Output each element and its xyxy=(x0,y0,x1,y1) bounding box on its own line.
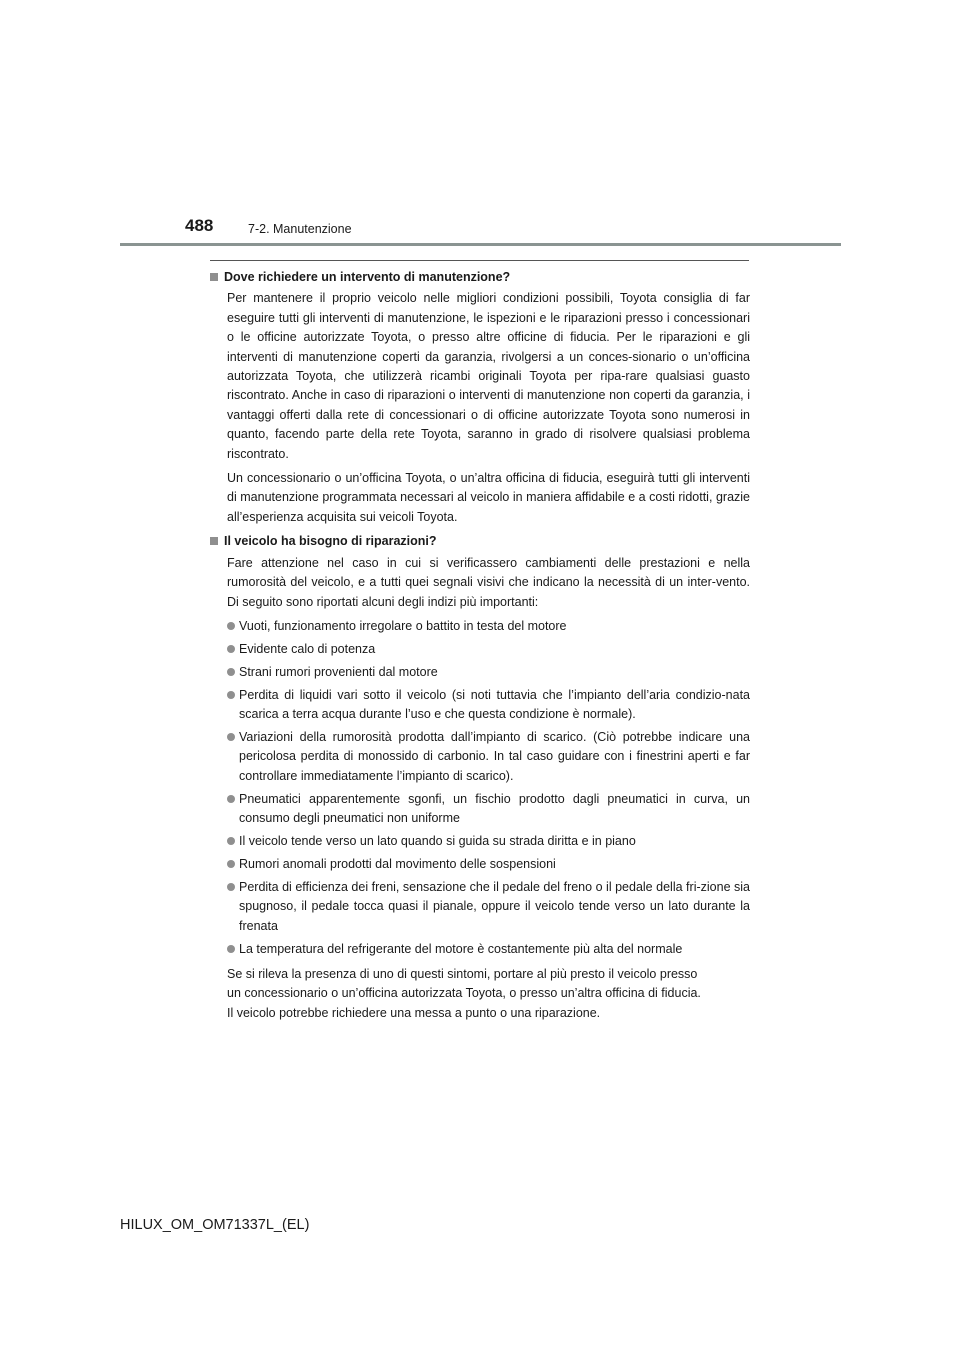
circle-bullet-icon xyxy=(227,860,235,868)
circle-bullet-icon xyxy=(227,883,235,891)
list-item xyxy=(227,663,750,682)
square-bullet-icon xyxy=(210,273,218,281)
closing-paragraph xyxy=(227,965,750,1023)
paragraph: Fare attenzione nel caso in cui si verificassero cambiamenti delle prestazioni e nella rumorosità del veicolo, e a tutti quei segnali visivi che indicano la necessità di un inter-vento. Di seguito sono riportati alcuni degli indizi più importanti: xyxy=(227,555,750,609)
list-item-text: Il veicolo tende verso un lato quando si guida su strada diritta e in piano xyxy=(239,833,636,848)
list-item xyxy=(227,855,750,874)
circle-bullet-icon xyxy=(227,795,235,803)
content-rule xyxy=(210,260,749,261)
closing-line: un concessionario o un’officina autorizzata Toyota, o presso un’altra officina di fiducia. xyxy=(227,986,701,1001)
list-item-text: La temperatura del refrigerante del motore è costantemente più alta del normale xyxy=(239,941,683,956)
section-heading-repairs xyxy=(210,532,750,551)
list-item xyxy=(227,940,750,959)
list-item xyxy=(227,790,750,829)
circle-bullet-icon xyxy=(227,837,235,845)
closing-line: Il veicolo potrebbe richiedere una messa a punto o una riparazione. xyxy=(227,1005,601,1020)
heading-text: Il veicolo ha bisogno di riparazioni? xyxy=(224,534,437,549)
list-item-text: Variazioni della rumorosità prodotta dall’impianto di scarico. (Ciò potrebbe indicare una pericolosa perdita di monossido di carbonio. In tal caso guidare con i finestrini aperti e far controllare immediatamente l’impianto di scarico). xyxy=(239,729,750,783)
paragraph: Per mantenere il proprio veicolo nelle migliori condizioni possibili, Toyota consiglia di far eseguire tutti gli interventi di manutenzione, le ispezioni e le riparazioni presso i concessionari o le officine autorizzate Toyota, o presso altre officine di fiducia. Per le riparazioni e gli interventi di manutenzione coperti da garanzia, rivolgersi a un conces-sionario o un’officina autorizzata Toyota, che utilizzerà ricambi originali Toyota per ripa-rare qualsiasi guasto riscontrato. Anche in caso di riparazioni o interventi di manutenzione non coperti da garanzia, i vantaggi offerti dalla rete di concessionari o di officine autorizzate Toyota sono numerosi in quanto, facendo parte della rete Toyota, saranno in grado di risolvere qualsiasi problema riscontrato. xyxy=(227,291,750,461)
section-heading-maintenance xyxy=(210,268,750,287)
circle-bullet-icon xyxy=(227,945,235,953)
page-number: 488 xyxy=(185,216,214,235)
circle-bullet-icon xyxy=(227,668,235,676)
list-item-text: Evidente calo di potenza xyxy=(239,641,376,656)
list-item xyxy=(227,832,750,851)
list-item-text: Perdita di efficienza dei freni, sensazione che il pedale del freno o il pedale della fri-zione sia spugnoso, il pedale tocca quasi il pianale, oppure il veicolo tende verso un lato durante la frenata xyxy=(239,879,750,933)
circle-bullet-icon xyxy=(227,645,235,653)
list-item xyxy=(227,617,750,636)
list-item-text: Perdita di liquidi vari sotto il veicolo (si noti tuttavia che l’impianto dell’aria condizio-nata scarica a terra acqua durante l’uso e che questa condizione è normale). xyxy=(239,687,750,722)
circle-bullet-icon xyxy=(227,691,235,699)
page-content xyxy=(210,268,750,1023)
list-item xyxy=(227,686,750,725)
paragraph: Un concessionario o un’officina Toyota, o un’altra officina di fiducia, eseguirà tutti gli interventi di manutenzione programmata necessari al veicolo in maniera affidabile e a costi ridotti, grazie all’esperienza acquisita sui veicoli Toyota. xyxy=(227,471,750,524)
circle-bullet-icon xyxy=(227,622,235,630)
symptom-list xyxy=(227,617,750,959)
heading-text: Dove richiedere un intervento di manutenzione? xyxy=(224,270,511,284)
list-item-text: Rumori anomali prodotti dal movimento delle sospensioni xyxy=(239,856,556,871)
list-item xyxy=(227,640,750,659)
list-item-text: Vuoti, funzionamento irregolare o battito in testa del motore xyxy=(239,618,567,633)
list-item-text: Strani rumori provenienti dal motore xyxy=(239,664,438,679)
closing-line: Se si rileva la presenza di uno di questi sintomi, portare al più presto il veicolo presso xyxy=(227,966,698,981)
document-code: HILUX_OM_OM71337L_(EL) xyxy=(120,1217,310,1233)
section-title: 7-2. Manutenzione xyxy=(248,222,352,236)
header-rule xyxy=(120,243,841,246)
list-item xyxy=(227,878,750,936)
list-item xyxy=(227,728,750,786)
list-item-text: Pneumatici apparentemente sgonfi, un fischio prodotto dagli pneumatici in curva, un consumo degli pneumatici non uniforme xyxy=(239,791,750,826)
square-bullet-icon xyxy=(210,537,218,545)
circle-bullet-icon xyxy=(227,733,235,741)
